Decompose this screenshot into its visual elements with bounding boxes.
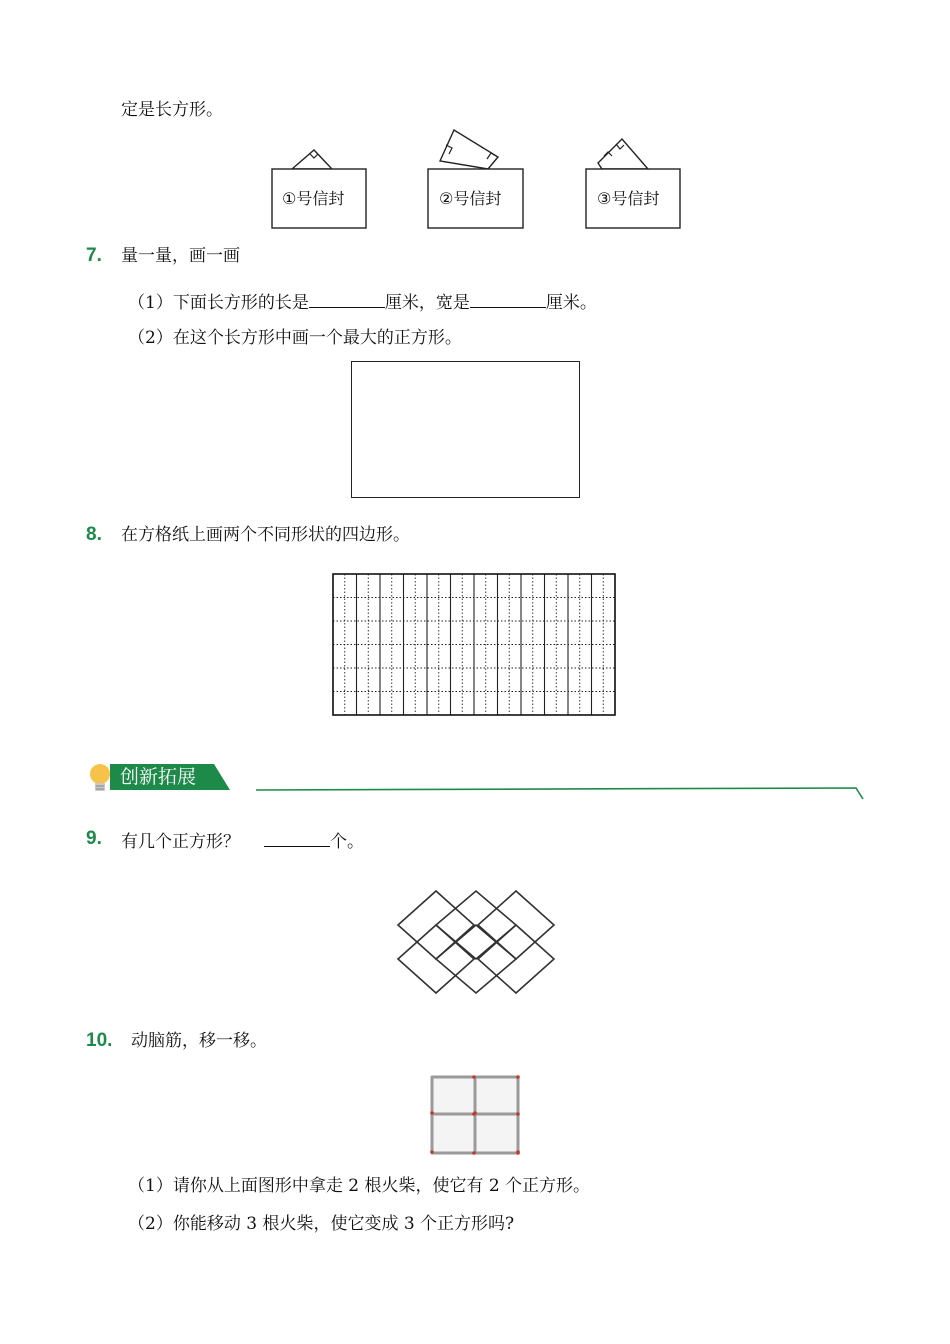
q7-number: 7. — [86, 245, 102, 266]
q9-number: 9. — [86, 828, 102, 849]
matchsticks-svg — [428, 1073, 522, 1157]
q8-title: 在方格纸上画两个不同形状的四边形。 — [121, 525, 410, 545]
q7-length-blank[interactable] — [309, 289, 385, 308]
q9-squares-figure — [390, 885, 562, 1003]
q7-part1-text-c: 厘米。 — [545, 293, 597, 313]
q7-width-blank[interactable] — [470, 289, 546, 308]
q7-title: 量一量，画一画 — [121, 246, 240, 266]
envelopes-svg — [262, 125, 692, 235]
q8-grid-paper[interactable] — [332, 573, 616, 716]
q10-matchstick-figure — [428, 1073, 522, 1157]
section-header — [86, 758, 876, 804]
envelope-3-label: ③号信封 — [597, 189, 660, 208]
q7-part1 — [128, 289, 597, 314]
section-title: 创新拓展 — [120, 766, 197, 788]
q7-part1-text-a: （1）下面长方形的长是 — [128, 293, 309, 313]
envelope-2-label: ②号信封 — [439, 189, 502, 208]
q9-line — [121, 828, 364, 853]
q10-number: 10. — [86, 1030, 113, 1051]
q10-part2: （2）你能移动 3 根火柴，使它变成 3 个正方形吗? — [128, 1214, 515, 1234]
envelope-figure-row — [262, 125, 692, 235]
lightbulb-icon — [90, 764, 110, 784]
envelope-1-label: ①号信封 — [282, 189, 345, 208]
q10-part1: （1）请你从上面图形中拿走 2 根火柴，使它有 2 个正方形。 — [128, 1176, 591, 1196]
envelope-3 — [586, 139, 680, 228]
grid-paper-svg — [332, 573, 616, 716]
q9-answer-blank[interactable] — [264, 828, 330, 847]
q7-rectangle[interactable] — [351, 361, 580, 498]
q7-part1-text-b: 厘米，宽是 — [384, 293, 470, 313]
section-header-svg — [86, 758, 876, 804]
q10-title: 动脑筋，移一移。 — [131, 1031, 267, 1051]
q9-title: 有几个正方形？ — [121, 832, 240, 852]
squares-figure-svg — [390, 885, 562, 1003]
q8-number: 8. — [86, 524, 102, 545]
envelope-2 — [428, 130, 523, 228]
q7-part2: （2）在这个长方形中画一个最大的正方形。 — [128, 328, 462, 348]
q9-unit: 个。 — [330, 832, 364, 852]
intro-tail-text: 定是长方形。 — [121, 100, 223, 120]
